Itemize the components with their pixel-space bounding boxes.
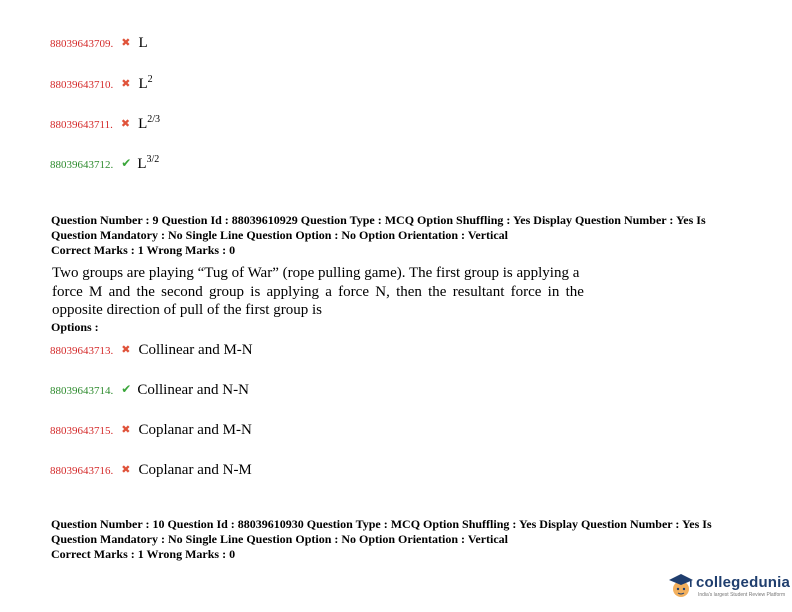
option-row [50,381,249,399]
question-stem-line: force M and the second group is applying a force N, then the resultant force in the [52,284,584,300]
option-text: $L^2$ [138,74,153,92]
option-text: Coplanar and N-M [138,462,252,478]
checkmark-icon: ✔ [121,156,132,170]
options-label: Options : [51,320,99,334]
cross-icon: ✖ [121,424,131,436]
option-text: Collinear and N-N [137,382,249,398]
question-meta-line: Question Mandatory : No Single Line Question Option : No Option Orientation : Vertical [51,532,509,546]
option-id: 88039643714. [50,385,114,397]
graduate-icon [666,570,696,600]
collegedunia-logo [666,568,790,604]
logo-name: collegedunia [696,574,791,591]
question-meta-line: Question Number : 10 Question Id : 88039610930 Question Type : MCQ Option Shuffling : Yes Display Question Number : Yes Is [51,517,712,531]
option-id: 88039643713. [50,345,114,357]
option-text: $L^{3/2}$ [137,154,160,172]
question-meta-line: Question Number : 9 Question Id : 88039610929 Question Type : MCQ Option Shuffling : Yes Display Question Number : Yes Is [51,213,706,227]
option-id: 88039643715. [50,425,114,437]
option-row [50,461,252,479]
option-text: L [138,35,148,51]
option-id: 88039643716. [50,465,114,477]
option-text: Coplanar and M-N [138,422,252,438]
option-text: Collinear and M-N [138,342,253,358]
logo-tagline: India's largest Student Review Platform [698,592,786,598]
question-meta-line: Question Mandatory : No Single Line Question Option : No Option Orientation : Vertical [51,228,509,242]
question-marks: Correct Marks : 1 Wrong Marks : 0 [51,547,236,561]
cross-icon: ✖ [121,464,131,476]
option-row [50,74,153,93]
option-row [50,34,148,52]
option-id: 88039643709. [50,38,114,50]
option-row [50,421,252,439]
checkmark-icon: ✔ [121,382,132,396]
option-text: $L^{2/3}$ [138,114,161,132]
cross-icon: ✖ [121,37,131,49]
cross-icon: ✖ [121,78,131,90]
option-row [50,341,253,359]
question-stem-line: Two groups are playing “Tug of War” (rope pulling game). The first group is applying a [52,265,580,281]
option-id: 88039643710. [50,79,114,91]
cross-icon: ✖ [121,344,131,356]
question-stem-line: opposite direction of pull of the first group is [52,302,322,318]
option-id: 88039643712. [50,159,114,171]
cross-icon: ✖ [120,118,131,130]
option-id: 88039643711. [50,119,113,131]
option-row [50,154,159,173]
option-row [50,114,160,133]
question-marks: Correct Marks : 1 Wrong Marks : 0 [51,243,236,257]
